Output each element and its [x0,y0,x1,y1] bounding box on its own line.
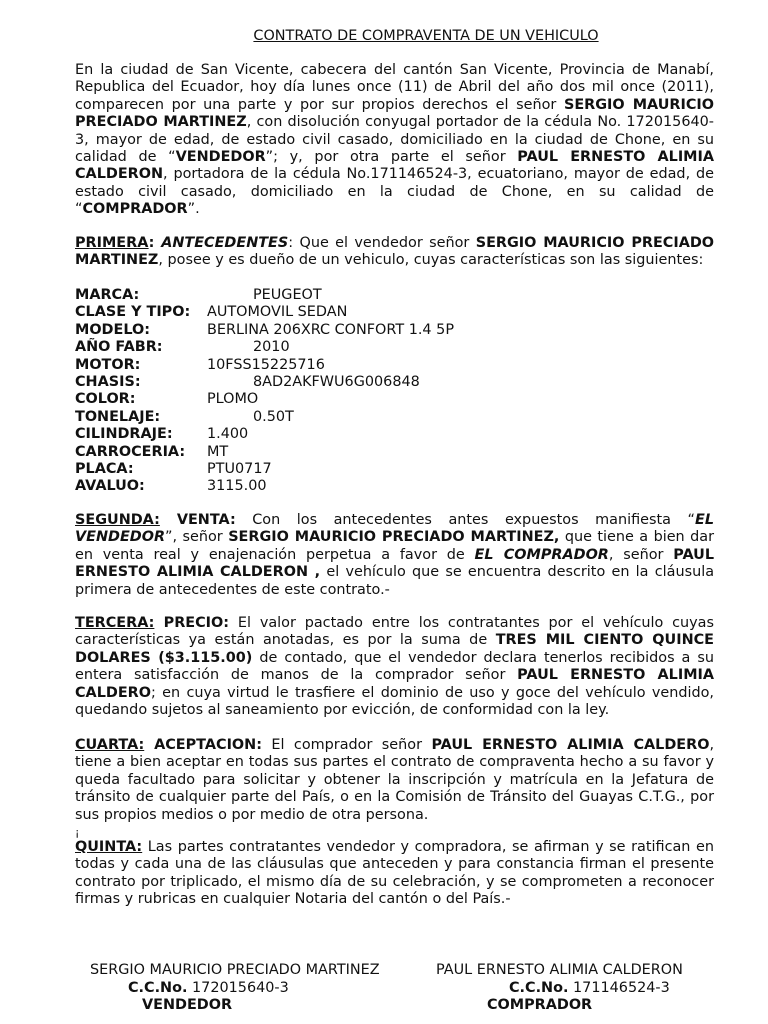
buyer-id: C.C.No. 171146524-3 [509,979,670,996]
intro-paragraph: En la ciudad de San Vicente, cabecera del cantón San Vicente, Provincia de Manabí, Republica del Ecuador, hoy día lunes once (11) de Abril del año dos mil once (2011), comparecen por una parte y por sur propios derechos el señor SERGIO MAURICIO PRECIADO MARTINEZ, con disolución conyugal portador de la cédula No. 172015640-3, mayor de edad, de estado civil casado, domiciliado en la ciudad de Chone, en su calidad de “VENDEDOR”; y, por otra parte el señor PAUL ERNESTO ALIMIA CALDERON, portadora de la cédula No.171146524-3, ecuatoriano, mayor de edad, de estado civil casado, domiciliado en la ciudad de Chone, en su calidad de “COMPRADOR”. [75,62,714,218]
spec-row [75,322,714,339]
clause-tercera: TERCERA: PRECIO: El valor pactado entre los contratantes por el vehículo cuyas características ya están anotadas, es por la suma de TRES MIL CIENTO QUINCE DOLARES ($3.115.00) de contado, que el vendedor declara tenerlos recibidos a su entera satisfacción de manos de la comprador señor PAUL ERNESTO ALIMIA CALDERO; en cuya virtud le trasfiere el dominio de uso y goce del vehículo vendido, quedando sujetos al saneamiento por evicción, de conformidad con la ley. [75,615,715,719]
spec-row [75,391,714,408]
spec-key: AÑO FABR: [75,339,163,356]
spec-value: 2010 [253,339,290,356]
spec-key: AVALUO: [75,478,145,495]
spec-key: CARROCERIA: [75,443,186,460]
spec-row [75,374,714,391]
seller-name: SERGIO MAURICIO PRECIADO MARTINEZ [90,962,380,978]
buyer-role: COMPRADOR [487,997,593,1013]
clause-quinta: QUINTA: Las partes contratantes vendedor y compradora, se afirman y se ratifican en todas y cada una de las cláusulas que anteceden y para constancia firman el presente contrato por triplicado, el mismo día de su celebración, y se comprometen a reconocer firmas y rubricas en cualquier Notaria del cantón o del País.- [75,839,714,908]
spec-key: TONELAJE: [75,408,161,425]
spec-key: MODELO: [75,321,150,338]
spec-key: PLACA: [75,460,134,477]
seller-signature-block [90,962,380,1015]
spec-row [75,478,714,495]
spec-row [75,357,714,374]
spec-row [75,444,714,461]
spec-value: MT [207,443,229,460]
seller-role: VENDEDOR [142,997,233,1013]
stray-mark: ¡ [75,826,80,839]
spec-row [75,409,714,426]
seller-id: C.C.No. 172015640-3 [128,979,289,996]
spec-key: CILINDRAJE: [75,426,173,443]
buyer-signature-block [436,962,683,1015]
spec-key: CLASE Y TIPO: [75,304,191,321]
spec-key: COLOR: [75,391,136,408]
spec-value: 3115.00 [207,478,267,495]
clause-segunda: SEGUNDA: VENTA: Con los antecedentes antes expuestos manifiesta “EL VENDEDOR”, señor SERGIO MAURICIO PRECIADO MARTINEZ, que tiene a bien dar en venta real y enajenación perpetua a favor de EL COMPRADOR, señor PAUL ERNESTO ALIMIA CALDERON , el vehículo que se encuentra descrito en la cláusula primera de antecedentes de este contrato.- [75,512,715,598]
spec-row [75,304,714,321]
spec-value: 10FSS15225716 [207,356,325,373]
spec-value: 8AD2AKFWU6G006848 [253,373,420,390]
buyer-name: PAUL ERNESTO ALIMIA CALDERON [436,962,683,978]
spec-value: PTU0717 [207,460,272,477]
clause-cuarta: CUARTA: ACEPTACION: El comprador señor PAUL ERNESTO ALIMIA CALDERO, tiene a bien aceptar en todas sus partes el contrato de compraventa hecho a su favor y queda facultado para solicitar y obtener la inscripción y matrícula en la Jefatura de tránsito de cualquier parte del País, o en la Comisión de Tránsito del Guayas C.T.G., por sus propios medios o por medio de otra persona. [75,737,715,823]
vehicle-spec-list [75,287,714,496]
spec-row [75,287,714,304]
spec-key: MARCA: [75,287,140,303]
spec-value: 0.50T [253,408,294,425]
spec-value: AUTOMOVIL SEDAN [207,304,348,321]
spec-value: PEUGEOT [253,287,322,303]
document-title: CONTRATO DE COMPRAVENTA DE UN VEHICULO [253,28,599,44]
spec-value: BERLINA 206XRC CONFORT 1.4 5P [207,321,454,338]
clause-primera: PRIMERA: ANTECEDENTES: Que el vendedor señor SERGIO MAURICIO PRECIADO MARTINEZ, posee y es dueño de un vehiculo, cuyas características son las siguientes: [75,235,715,269]
spec-key: CHASIS: [75,373,141,390]
spec-row [75,426,714,443]
spec-row [75,461,714,478]
spec-row [75,339,714,356]
spec-key: MOTOR: [75,356,141,373]
spec-value: 1.400 [207,426,249,443]
spec-value: PLOMO [207,391,259,408]
